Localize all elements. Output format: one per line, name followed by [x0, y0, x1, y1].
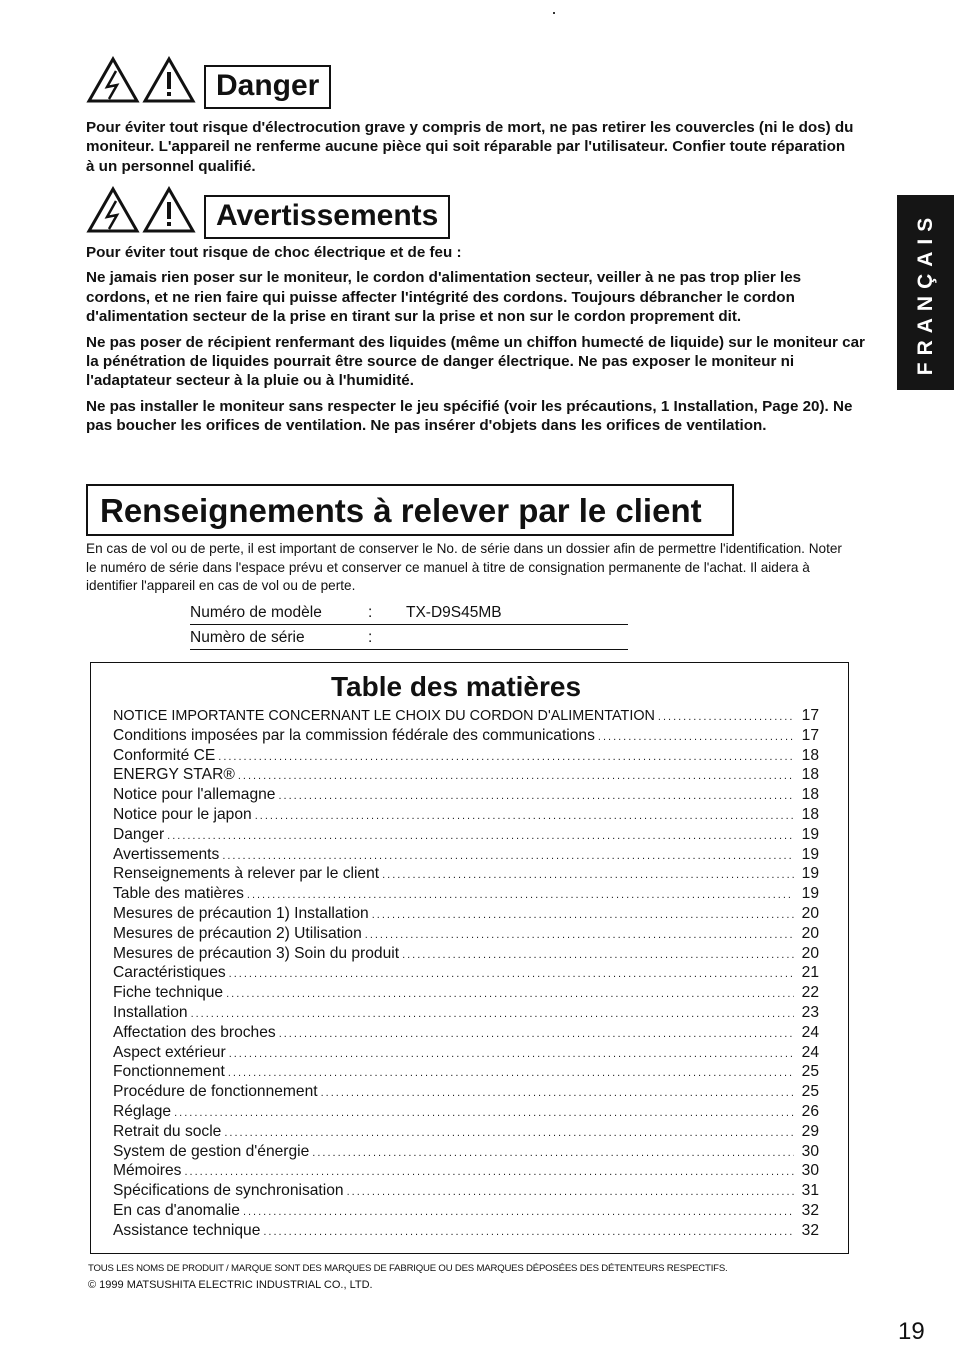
toc-entry-page: 19 [801, 845, 819, 863]
toc-entry-label: Table des matières [113, 885, 244, 903]
toc-entry-page: 19 [801, 825, 819, 843]
toc-leader-dots [263, 1226, 794, 1238]
client-title-text: Renseignements à relever par le client [100, 492, 702, 529]
toc-entry-label: System de gestion d'énergie [113, 1142, 310, 1160]
toc-entry [113, 727, 819, 747]
toc-title: Table des matières [331, 671, 582, 702]
toc-leader-dots [312, 1147, 794, 1159]
client-text: En cas de vol ou de perte, il est important de conserver le No. de série dans un dossier afin de permettre l'identification. Noter le numéro de série dans l'espace prévu et conserver ce manuel à titre de consignation permanente de l'achat. Il aidera à identifier l'appareil en cas de vol ou de perte. [86, 541, 842, 594]
toc-entry [113, 1162, 819, 1182]
toc-entry-label: Conformité CE [113, 746, 216, 764]
toc-entry [113, 885, 819, 905]
toc-entry [113, 826, 819, 846]
danger-text [86, 118, 856, 176]
avertissements-text [86, 243, 866, 436]
toc-entry-label: Notice pour le japon [113, 805, 252, 823]
toc-entry-label: Réglage [113, 1102, 172, 1120]
toc-entry [113, 1143, 819, 1163]
avertissements-paragraph: Ne pas installer le moniteur sans respecter le jeu spécifié (voir les précautions, 1 Installation, Page 20). Ne pas boucher les orifices de ventilation. Ne pas insérer d'objets dans les orifices de ventilation. [86, 397, 853, 435]
toc-entry-page: 19 [801, 885, 819, 903]
toc-entry-page: 30 [801, 1142, 819, 1160]
toc-leader-dots [382, 869, 794, 881]
trademark-notice: TOUS LES NOMS DE PRODUIT / MARQUE SONT DES MARQUES DE FABRIQUE OU DES MARQUES DÉPOSÉES DES DÉTENTEURS RESPECTIFS. [88, 1263, 728, 1274]
toc-leader-dots [238, 770, 794, 782]
toc-entry [113, 1222, 819, 1242]
toc-entry-page: 18 [801, 786, 819, 804]
toc-leader-dots [255, 810, 794, 822]
toc-entry-page: 31 [801, 1182, 819, 1200]
toc-leader-dots [372, 909, 794, 921]
avertissements-paragraph: Ne jamais rien poser sur le moniteur, le cordon d'alimentation secteur, veiller à ne pas trop plier les cordons, et ne rien faire qui puisse affecter l'intégrité des cordons. Toujours débrancher le cordon d'alimentation secteur de la prise en tirant sur la prise et non sur le cordon proprement dit. [86, 269, 802, 326]
toc-leader-dots [598, 731, 794, 743]
toc-entry [113, 786, 819, 806]
toc-leader-dots [224, 1127, 794, 1139]
toc-leader-dots [222, 850, 794, 862]
model-number-row [190, 604, 628, 625]
model-number-label: Numéro de modèle [190, 604, 322, 621]
toc-leader-dots [247, 889, 794, 901]
top-dot [553, 12, 555, 14]
toc-leader-dots [658, 711, 794, 723]
toc-leader-dots [226, 988, 794, 1000]
toc-entry-label: En cas d'anomalie [113, 1201, 240, 1219]
client-title [86, 484, 734, 536]
toc-entry [113, 1024, 819, 1044]
avertissements-title: Avertissements [204, 195, 450, 239]
toc-entry-label: Procédure de fonctionnement [113, 1083, 318, 1101]
toc-entry-page: 18 [801, 805, 819, 823]
toc-entry-page: 24 [801, 1023, 819, 1041]
toc-entry-label: Installation [113, 1003, 188, 1021]
exclamation-warning-icon [142, 186, 196, 239]
toc-entry-page: 25 [801, 1083, 819, 1101]
toc-entry-label: Fonctionnement [113, 1063, 225, 1081]
language-tab [897, 195, 954, 390]
toc-leader-dots [321, 1087, 794, 1099]
serial-number-row [190, 629, 628, 650]
toc-entry-label: ENERGY STAR® [113, 766, 235, 784]
toc-entry [113, 865, 819, 885]
exclamation-warning-icon [142, 56, 196, 109]
toc-entry-page: 26 [801, 1102, 819, 1120]
toc-leader-dots [229, 968, 794, 980]
toc-entry-page: 29 [801, 1122, 819, 1140]
toc-leader-dots [174, 1107, 794, 1119]
toc-entry-label: Fiche technique [113, 984, 224, 1002]
toc-entry-label: Spécifications de synchronisation [113, 1182, 344, 1200]
toc-entry-label: Danger [113, 825, 165, 843]
toc-entry-label: Conditions imposées par la commission fédérale des communications [113, 726, 595, 744]
danger-title: Danger [204, 65, 331, 109]
toc-entry [113, 1063, 819, 1083]
toc-entry-label: NOTICE IMPORTANTE CONCERNANT LE CHOIX DU CORDON D'ALIMENTATION [113, 708, 655, 724]
page-number: 19 [898, 1318, 925, 1345]
toc-entry [113, 806, 819, 826]
toc-leader-dots [184, 1166, 794, 1178]
toc-entry [113, 766, 819, 786]
toc-entry-page: 17 [801, 726, 819, 744]
toc-entry [113, 945, 819, 965]
toc-entry [113, 925, 819, 945]
toc-entry [113, 747, 819, 767]
toc-entry-page: 18 [801, 766, 819, 784]
avertissements-heading [86, 186, 450, 239]
toc-entry [113, 707, 819, 727]
toc-entry-label: Aspect extérieur [113, 1043, 226, 1061]
toc-entry-label: Affectation des broches [113, 1023, 276, 1041]
serial-number-separator: : [368, 629, 373, 646]
toc-entry-label: Mesures de précaution 1) Installation [113, 904, 369, 922]
toc-entry [113, 1044, 819, 1064]
toc-entry [113, 1004, 819, 1024]
language-tab-label: FRANÇAIS [913, 210, 937, 375]
toc-entry-label: Caractéristiques [113, 964, 226, 982]
toc-leader-dots [229, 1048, 794, 1060]
model-number-value: TX-D9S45MB [406, 604, 502, 621]
toc-entry-page: 24 [801, 1043, 819, 1061]
toc-leader-dots [191, 1008, 794, 1020]
copyright-notice: © 1999 MATSUSHITA ELECTRIC INDUSTRIAL CO., LTD. [88, 1279, 373, 1291]
toc-entry-page: 30 [801, 1162, 819, 1180]
toc-entry-page: 23 [801, 1003, 819, 1021]
toc-entry-label: Avertissements [113, 845, 220, 863]
toc-leader-dots [279, 1028, 794, 1040]
avertissements-paragraph: Ne pas poser de récipient renfermant des liquides (même un chiffon humecté de liquide) sur le moniteur car la pénétration de liquides pourrait être source de danger électrique. Ne pas exposer le moniteur ni l'adaptateur secteur à la pluie ou à l'humidité. [86, 333, 865, 390]
toc-entry-label: Mémoires [113, 1162, 182, 1180]
toc-leader-dots [243, 1206, 794, 1218]
toc-entry [113, 905, 819, 925]
model-number-separator: : [368, 604, 373, 621]
toc-entry-page: 22 [801, 984, 819, 1002]
toc-entry-label: Renseignements à relever par le client [113, 865, 380, 883]
toc-leader-dots [347, 1186, 794, 1198]
toc-leader-dots [278, 790, 794, 802]
toc-entry-page: 32 [801, 1221, 819, 1239]
toc-entry-page: 25 [801, 1063, 819, 1081]
toc-entry-label: Mesures de précaution 3) Soin du produit [113, 944, 400, 962]
danger-heading [86, 56, 331, 109]
toc-entry-page: 19 [801, 865, 819, 883]
toc-leader-dots [402, 949, 794, 961]
serial-number-label: Numèro de série [190, 629, 305, 646]
avertissements-intro: Pour éviter tout risque de choc électrique et de feu : [86, 244, 462, 261]
toc-entry-label: Mesures de précaution 2) Utilisation [113, 924, 362, 942]
toc-leader-dots [228, 1067, 794, 1079]
toc-entry-page: 20 [801, 904, 819, 922]
toc-list [113, 707, 819, 1242]
toc-leader-dots [218, 751, 794, 763]
toc-entry [113, 1202, 819, 1222]
danger-paragraph: Pour éviter tout risque d'électrocution grave y compris de mort, ne pas retirer les couvercles (ni le dos) du moniteur. L'appareil ne renferme aucune pièce qui soit réparable par l'utilisateur. Confier toute réparation à un personnel qualifié. [86, 119, 854, 175]
toc-entry-page: 21 [801, 964, 819, 982]
toc-leader-dots [167, 830, 794, 842]
toc-entry-label: Assistance technique [113, 1221, 261, 1239]
toc-entry-page: 20 [801, 924, 819, 942]
toc-entry-label: Notice pour l'allemagne [113, 786, 276, 804]
toc-leader-dots [365, 929, 794, 941]
toc-entry-page: 32 [801, 1201, 819, 1219]
table-of-contents [90, 662, 849, 1254]
toc-entry [113, 1083, 819, 1103]
toc-entry [113, 1103, 819, 1123]
toc-entry [113, 1123, 819, 1143]
toc-entry [113, 846, 819, 866]
electric-shock-warning-icon [86, 186, 140, 239]
toc-entry [113, 964, 819, 984]
electric-shock-warning-icon [86, 56, 140, 109]
toc-entry-page: 20 [801, 944, 819, 962]
toc-entry-label: Retrait du socle [113, 1122, 222, 1140]
toc-entry [113, 1182, 819, 1202]
toc-entry [113, 984, 819, 1004]
toc-entry-page: 18 [801, 746, 819, 764]
toc-entry-page: 17 [801, 707, 819, 724]
